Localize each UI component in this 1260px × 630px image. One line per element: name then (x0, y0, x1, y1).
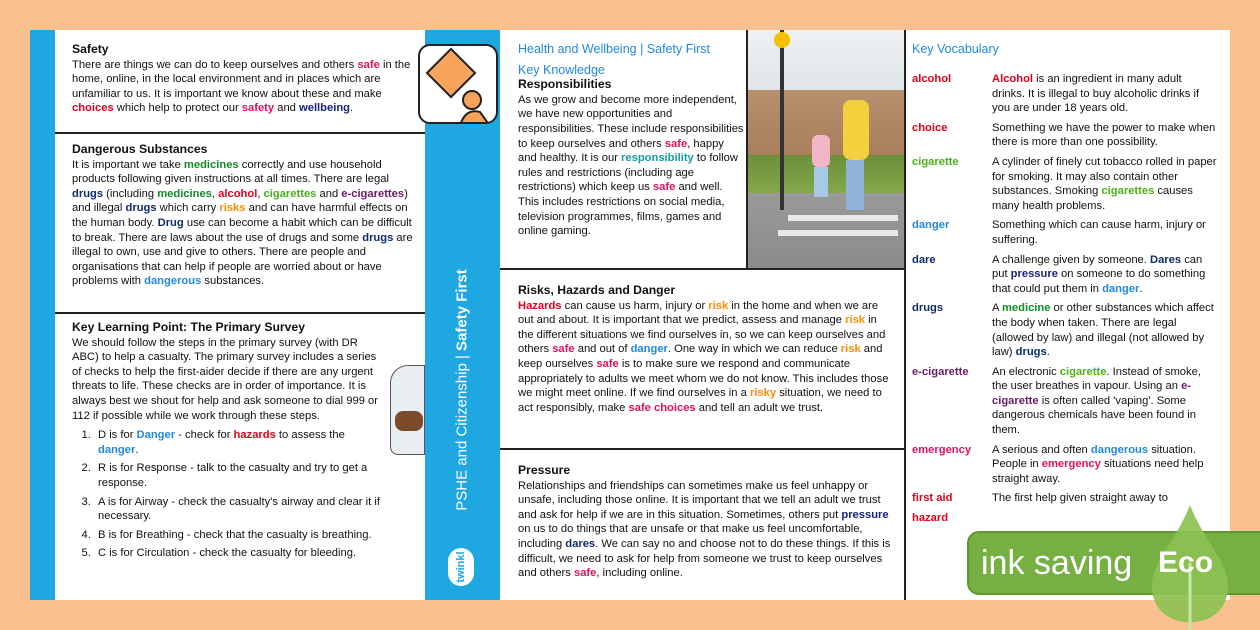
keyword: safe (664, 137, 688, 150)
text-run: and tell an adult we trust. (695, 401, 824, 414)
text-run: C is for Circulation - check the casualty for bleeding. (98, 547, 357, 560)
text-run: or other substances which affect the body when taken. There are legal (allowed by law) and illegal (not allowed by law) (992, 302, 1214, 359)
step-item (94, 461, 387, 490)
keyword: pressure (841, 508, 889, 521)
text-run: , (257, 187, 264, 200)
text-run: A cylinder of finely cut tobacco rolled in paper for smoking. It may also contain other substances. Smoking (992, 155, 1217, 198)
section-title: Responsibilities (518, 77, 612, 92)
keyword: Hazards (518, 299, 562, 312)
keyword: drugs (1015, 346, 1047, 359)
text-run: are illegal to own, use and give to others. There are people and organisations that can help if people are worried about or have problems with (72, 231, 413, 288)
keyword: choices (72, 102, 114, 115)
text-run: (including (103, 187, 158, 200)
text-run: which carry (156, 202, 220, 215)
keyword: safe (652, 181, 676, 194)
keyword: safety (241, 102, 275, 115)
key-knowledge-heading: Key Knowledge (518, 62, 605, 77)
vocabulary-title: Key Vocabulary (912, 42, 999, 56)
banner-title (455, 269, 470, 511)
text-run: situation, we need to act responsibly, make (518, 387, 882, 414)
keyword: danger (630, 343, 668, 356)
keyword: Danger (136, 429, 176, 442)
vocabulary-list (912, 72, 1217, 531)
keyword: Alcohol (992, 73, 1034, 85)
keyword: safe (596, 357, 619, 370)
keyword: risky (749, 387, 777, 400)
text-run: D is for (98, 429, 137, 442)
text-run: causes many health problems. (992, 185, 1193, 212)
survey-steps (94, 428, 387, 561)
vocab-term: hazard (912, 512, 949, 525)
text-run: . We can say no and choose not to do these things. If this is difficult, we need to ask for help from someone we trust to keep ourselves and others (518, 537, 891, 580)
crossing-photo (748, 30, 905, 270)
text-run: which help to protect our (113, 102, 242, 115)
step-item (94, 428, 387, 457)
section-body (518, 93, 744, 239)
keyword: drugs (362, 231, 394, 244)
text-run: and well. This includes restrictions on social media, television programmes, films, games and online gaming. (518, 181, 725, 238)
section-title: Pressure (518, 463, 571, 477)
safety-section (72, 42, 412, 116)
vocab-row (912, 218, 1217, 247)
keyword: safe (357, 58, 380, 71)
vocab-row (912, 121, 1217, 150)
text-run: ) and illegal (72, 187, 408, 215)
text-run: We should follow the steps in the primary survey (with DR ABC) to help a casualty. The primary survey includes a series of checks to help the first-aider decide if there are any urgent threats to life. These checks are in order of importance. It is always best we shout for help and ask someone to dial 999 or 112 if possible while we work through these steps. (72, 336, 378, 422)
text-run: A is for Airway - check the casualty's airway and clear it if necessary. (98, 495, 380, 523)
risks-section (518, 283, 894, 415)
keyword: medicine (1001, 302, 1051, 315)
section-title: Key Learning Point: The Primary Survey (72, 320, 305, 334)
vocab-definition (992, 218, 1217, 247)
pressure-section (518, 463, 896, 581)
text-run: use can become a habit which can be difficult to break. There are laws about the use of drugs and some (72, 216, 412, 244)
step-item (94, 528, 387, 543)
eco-label: Eco (1158, 546, 1214, 579)
subject-label: PSHE and Citizenship | (453, 350, 471, 511)
keyword: drugs (125, 202, 157, 215)
keyword: cigarette (1059, 365, 1107, 378)
text-run: . (350, 102, 354, 115)
divider (500, 448, 905, 450)
section-body (72, 58, 412, 116)
text-run: Something which can cause harm, injury or suffering. (992, 219, 1206, 246)
text-run: is often called 'vaping'. Some dangerous chemicals have been found in them. (992, 394, 1197, 437)
vocab-term: danger (912, 219, 950, 232)
keyword: emergency (1041, 458, 1101, 471)
ink-saving-text: ink saving (981, 544, 1133, 582)
text-run: and keep ourselves (518, 343, 883, 370)
keyword: alcohol (218, 187, 258, 200)
dangerous-substances-section (72, 142, 420, 289)
section-title: Risks, Hazards and Danger (518, 283, 676, 297)
vocab-term: cigarette (912, 155, 959, 168)
text-run: . Instead of smoke, the user breathes in vapour. Using an (992, 365, 1201, 393)
text-run: is an ingredient in many adult drinks. It is illegal to buy alcoholic drinks if you are under 18 years old. (992, 73, 1200, 115)
keyword: risk (845, 314, 866, 327)
keyword: dangerous (144, 275, 202, 288)
text-run: The first help given straight away to (992, 492, 1168, 505)
keyword: danger (1102, 282, 1140, 295)
text-run: , happy and healthy. It is our (518, 137, 724, 165)
keyword: e-cigarettes (341, 187, 405, 200)
step-item (94, 546, 387, 561)
vocab-term: drugs (912, 302, 944, 315)
vocab-definition (992, 253, 1217, 297)
vocab-term: choice (912, 121, 948, 134)
vocab-row (912, 301, 1217, 359)
text-run: . (1046, 346, 1050, 359)
text-run: on someone to do something that could put them in (992, 268, 1206, 295)
text-run: , including online. (596, 567, 683, 580)
text-run: It is important we take (72, 158, 184, 171)
keyword: Dares (1149, 253, 1182, 266)
text-run: correctly and use household products following given instructions at all times. There are legal (72, 158, 389, 186)
divider (746, 30, 748, 270)
text-run: situation. People in (992, 443, 1196, 471)
text-run: A challenge given by someone. (992, 253, 1150, 266)
keyword: hazards (233, 429, 276, 442)
text-run: to assess the (275, 429, 345, 442)
vocab-definition (992, 121, 1217, 150)
keyword: pressure (1010, 268, 1058, 281)
keyword: wellbeing (299, 102, 350, 115)
text-run: , (211, 187, 219, 200)
keyword: safe choices (628, 401, 696, 414)
vocab-term: first aid (912, 492, 953, 505)
text-run: An electronic (992, 365, 1060, 378)
section-body (518, 479, 896, 581)
vocab-row (912, 365, 1217, 438)
vocab-definition (992, 301, 1217, 359)
text-run: on us to do things that are unsafe or that make us feel uncomfortable, including (518, 523, 863, 550)
text-run: . (135, 443, 139, 456)
vocab-definition (992, 155, 1217, 213)
text-run: and (316, 187, 342, 200)
text-run: substances. (201, 275, 265, 288)
vocab-term: alcohol (912, 73, 952, 85)
keyword: cigarettes (263, 187, 317, 200)
divider (500, 268, 905, 270)
text-run: As we grow and become more independent, we have new opportunities and responsibilities. These include responsibilities to keep ourselves and others (518, 93, 744, 150)
keyword: danger (98, 443, 136, 456)
text-run: There are things we can do to keep ourselves and others (72, 58, 358, 71)
keyword: Drug (157, 216, 184, 229)
section-body (518, 299, 894, 416)
keyword: cigarettes (1101, 185, 1155, 198)
vocab-row (912, 491, 1217, 506)
vocab-definition (992, 443, 1217, 487)
divider (55, 312, 425, 314)
keyword: dangerous (1090, 443, 1149, 456)
text-run: in the home, online, in the local environment and in places which are unfamiliar to us. It is important we know about these and make (72, 58, 411, 100)
text-run: A serious and often (992, 443, 1091, 456)
keyword: risk (708, 299, 729, 312)
text-run: B is for Breathing - check that the casualty is breathing. (98, 528, 372, 541)
topic-label: Safety First (453, 269, 471, 351)
text-run: can cause us harm, injury or (561, 299, 709, 312)
section-body (72, 158, 420, 289)
vocab-row (912, 443, 1217, 487)
divider (55, 132, 425, 134)
keyword: medicines (157, 187, 212, 200)
vocab-row (912, 72, 1217, 116)
keyword: safe (552, 343, 575, 356)
step-item (94, 495, 387, 524)
vocab-row (912, 155, 1217, 213)
text-run: in the different situations we find ourselves in, so we can keep ourselves and others (518, 314, 886, 356)
responsibilities-section (518, 42, 744, 239)
section-title: Safety (72, 42, 109, 56)
text-run: - check for (175, 429, 234, 442)
section-title: Dangerous Substances (72, 142, 208, 156)
text-run: . One way in which we can reduce (667, 343, 841, 356)
keyword: drugs (72, 187, 104, 200)
keyword: e-cigarette (992, 380, 1192, 407)
first-aider-illustration (390, 365, 425, 455)
vocab-definition (992, 365, 1217, 438)
text-run: situations need help straight away. (992, 458, 1204, 485)
text-run: in the home and when we are out and about. It is important that we predict, assess and manage (518, 299, 879, 327)
text-run: and can have harmful effects on the human body. (72, 202, 408, 229)
header-title: Health and Wellbeing | Safety First (518, 42, 710, 56)
primary-survey-section (72, 320, 387, 565)
text-run: and (274, 102, 300, 115)
keyword: medicines (183, 158, 239, 171)
keyword: responsibility (621, 152, 694, 165)
keyword: safe (573, 567, 597, 580)
section-body (72, 336, 387, 424)
safety-icon (418, 44, 498, 124)
text-run: R is for Response - talk to the casualty and try to get a response. (98, 462, 368, 489)
keyword: risk (840, 343, 861, 356)
vocab-term: e-cigarette (912, 365, 969, 378)
text-run: and out of (574, 343, 631, 356)
twinkl-logo: twinkl (448, 548, 474, 586)
text-run: is to make sure we respond and communicate appropriately to adults we meet whom we do not know. This includes those we might meet online. If we find ourselves in a (518, 357, 889, 400)
text-run: can put (992, 253, 1203, 281)
text-run: Something we have the power to make when there is more than one possibility. (992, 121, 1216, 149)
vocab-term: emergency (912, 443, 972, 456)
keyword: risks (219, 202, 246, 215)
vocab-term: dare (912, 253, 936, 266)
keyword: dares (565, 537, 596, 550)
divider (904, 30, 906, 600)
text-run: A (992, 302, 1002, 315)
text-run: to follow rules and restrictions (including age restrictions) which keep us (518, 152, 738, 194)
left-stripe (30, 30, 55, 600)
text-run: . (1139, 282, 1143, 295)
vocab-row (912, 253, 1217, 297)
vocab-definition (992, 72, 1217, 116)
vocab-definition (992, 491, 1217, 506)
text-run: Relationships and friendships can sometimes make us feel unhappy or unsafe, including those online. It is important that we tell an adult we trust and ask for help if we are in this situation. Sometimes, others put (518, 479, 881, 521)
